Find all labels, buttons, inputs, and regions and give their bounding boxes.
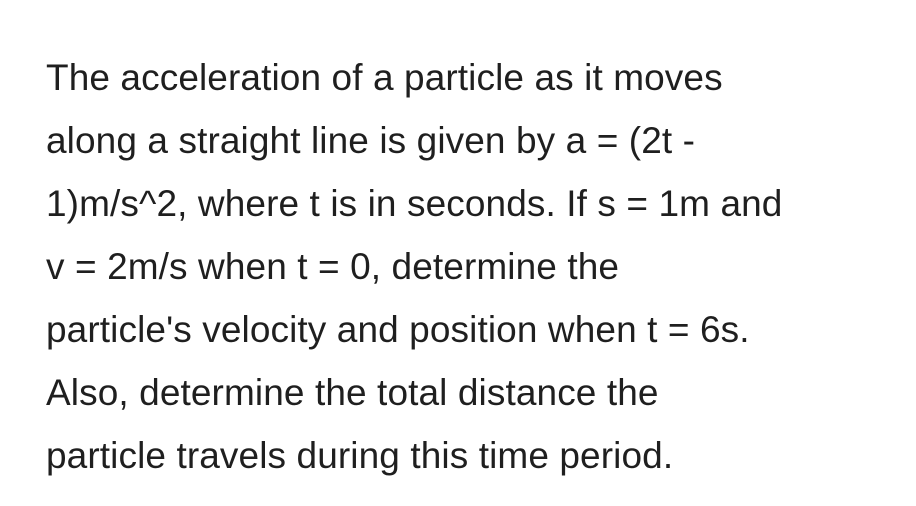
problem-line: particle travels during this time period. (46, 435, 674, 476)
problem-line: particle's velocity and position when t = 6s. (46, 309, 750, 350)
problem-statement (46, 46, 906, 487)
problem-line: 1)m/s^2, where t is in seconds. If s = 1m and (46, 183, 783, 224)
problem-line: The acceleration of a particle as it moves (46, 57, 723, 98)
problem-line: v = 2m/s when t = 0, determine the (46, 246, 620, 287)
problem-line: along a straight line is given by a = (2t - (46, 120, 696, 161)
problem-line: Also, determine the total distance the (46, 372, 659, 413)
